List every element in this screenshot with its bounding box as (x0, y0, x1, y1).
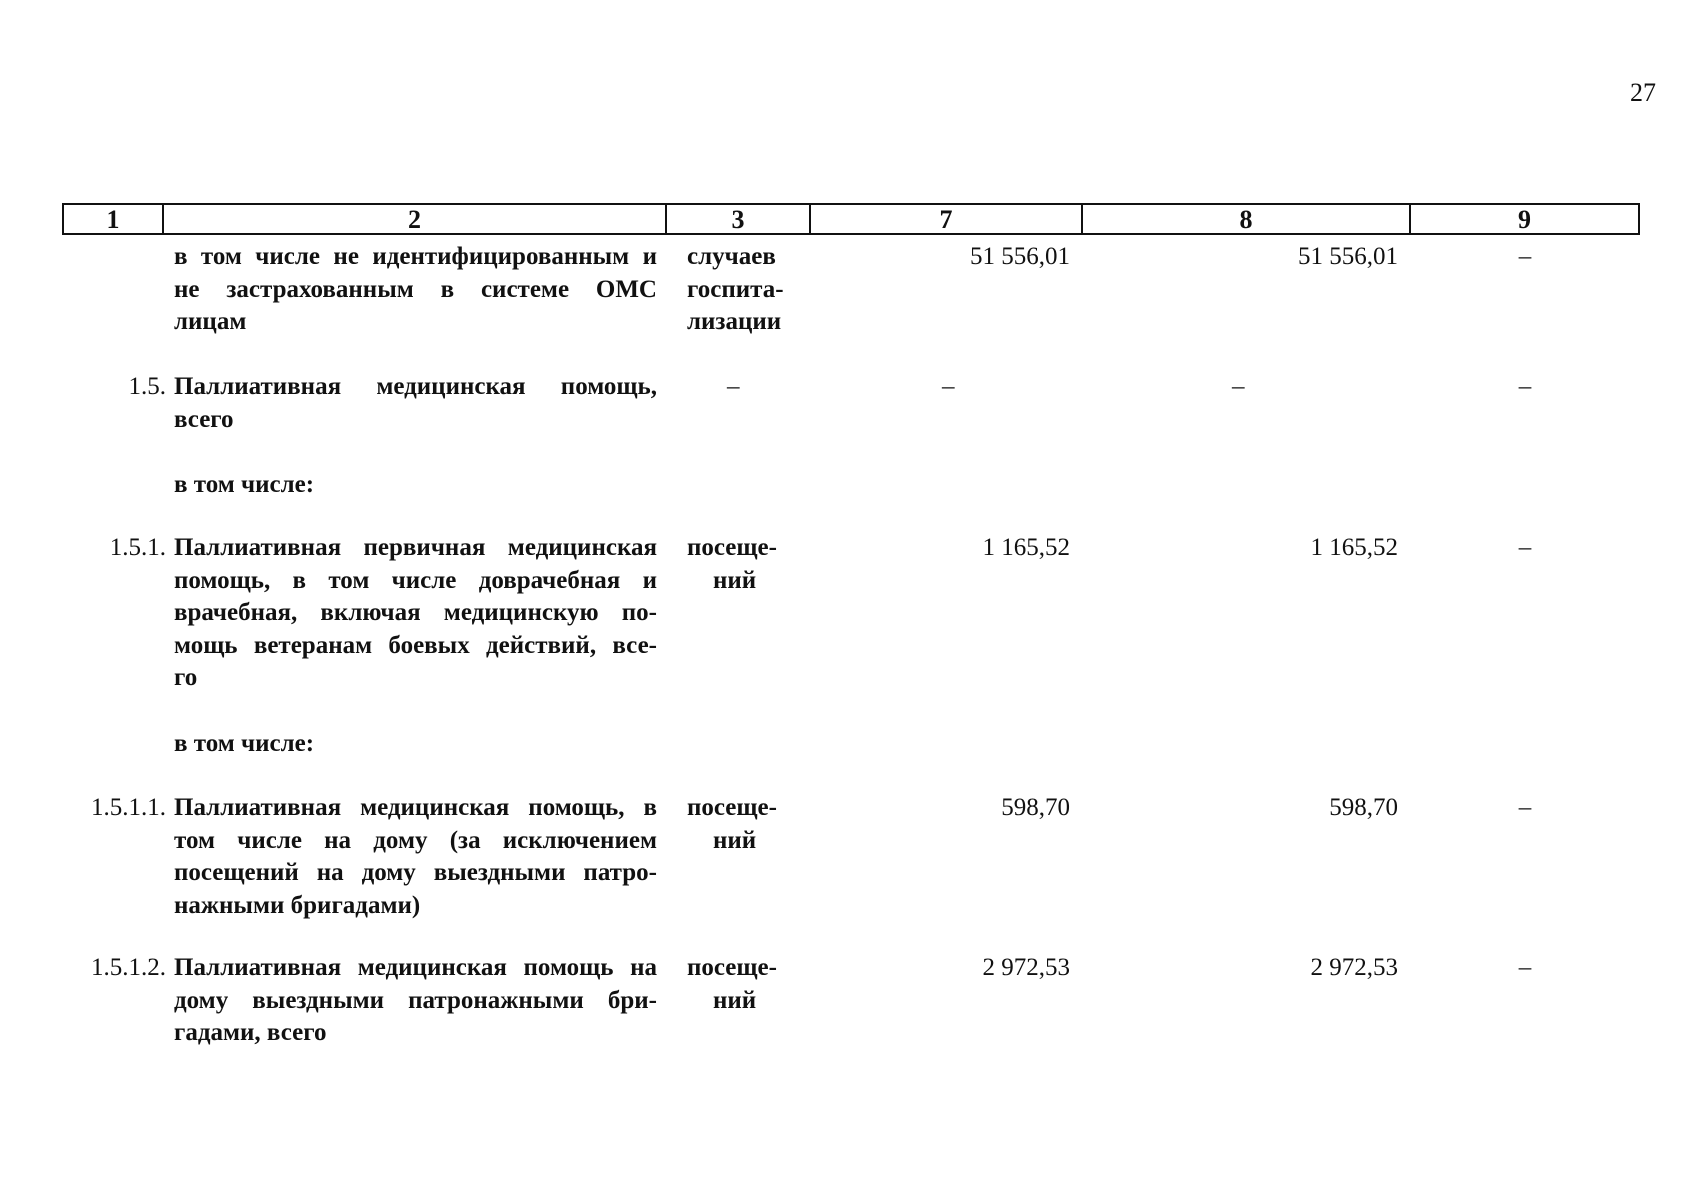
row-unit (687, 241, 797, 339)
row-name-line: не застрахованным в системе ОМС (174, 275, 657, 303)
row-unit-line: посеще- (687, 794, 777, 821)
row-name-line: гадами, всего (174, 1019, 327, 1046)
header-col-9: 9 (1518, 205, 1531, 234)
row-unit-line: госпита- (687, 275, 784, 303)
header-col-8: 8 (1083, 205, 1411, 233)
row-value-col7: 1 165,52 (982, 534, 1070, 561)
row-name (174, 728, 657, 761)
row-value-col8: 2 972,53 (1310, 954, 1398, 981)
row-number: 1.5.1.2. (91, 954, 166, 981)
row-name (174, 792, 657, 922)
row-name (174, 532, 657, 695)
row-name-line: врачебная, включая медицинскую по- (174, 599, 657, 626)
header-col-3: 3 (667, 205, 811, 233)
row-unit-line: посеще- (687, 954, 777, 981)
row-unit-line: случаев (687, 243, 776, 270)
row-name-line: том числе на дому (за исключением (174, 826, 657, 854)
row-unit (687, 532, 797, 597)
row-unit-line: лизации (687, 308, 782, 335)
row-name (174, 371, 657, 436)
row-name-line: Паллиативная медицинская помощь, (174, 373, 657, 400)
row-name-line: помощь, в том числе доврачебная и (174, 566, 657, 594)
row-unit-line: посеще- (687, 534, 777, 561)
row-value-col7: 51 556,01 (970, 243, 1070, 270)
row-name-line: го (174, 664, 198, 691)
row-value-col8: 598,70 (1329, 794, 1398, 821)
row-value-col7: – (942, 373, 955, 400)
row-name (174, 241, 657, 339)
row-name-line: Паллиативная медицинская помощь, в (174, 794, 657, 821)
row-number: 1.5. (128, 373, 166, 400)
row-value-col9: – (1518, 954, 1532, 981)
header-col-2: 2 (164, 205, 667, 233)
row-value-col9: – (1518, 534, 1532, 561)
row-value-col8: 51 556,01 (1298, 243, 1398, 270)
header-col-7: 7 (811, 205, 1083, 233)
row-number: 1.5.1. (109, 534, 166, 561)
table-header (62, 203, 1640, 235)
row-value-col8: – (1232, 373, 1245, 400)
row-unit-line: ний (713, 986, 757, 1014)
row-name-line: Паллиативная первичная медицинская (174, 534, 657, 561)
row-number: 1.5.1.1. (91, 794, 166, 821)
page-number: 27 (1630, 78, 1656, 107)
row-value-col9: – (1518, 243, 1532, 270)
header-col-1: 1 (64, 205, 164, 233)
row-value-col8: 1 165,52 (1310, 534, 1398, 561)
row-name (174, 469, 657, 502)
row-name (174, 952, 657, 1050)
row-name-line: Паллиативная медицинская помощь на (174, 954, 657, 981)
row-name-line: в том числе: (174, 730, 315, 757)
row-value-col7: 2 972,53 (982, 954, 1070, 981)
row-value-col9: – (1518, 373, 1532, 400)
row-value-col9: – (1518, 794, 1532, 821)
row-name-line: в том числе: (174, 471, 315, 498)
row-name-line: дому выездными патронажными бри- (174, 986, 657, 1014)
row-name-line: в том числе не идентифицированным и (174, 243, 657, 270)
row-name-line: посещений на дому выездными патро- (174, 859, 657, 886)
row-name-line: нажными бригадами) (174, 891, 421, 919)
row-name-line: всего (174, 405, 234, 433)
row-unit (687, 792, 797, 857)
row-unit-line: ний (713, 826, 757, 854)
row-unit-line: ний (713, 566, 757, 594)
row-unit (687, 952, 797, 1017)
row-unit: – (727, 373, 740, 400)
row-name-line: лицам (174, 308, 247, 335)
row-value-col7: 598,70 (1001, 794, 1070, 821)
row-name-line: мощь ветеранам боевых действий, все- (174, 631, 657, 659)
